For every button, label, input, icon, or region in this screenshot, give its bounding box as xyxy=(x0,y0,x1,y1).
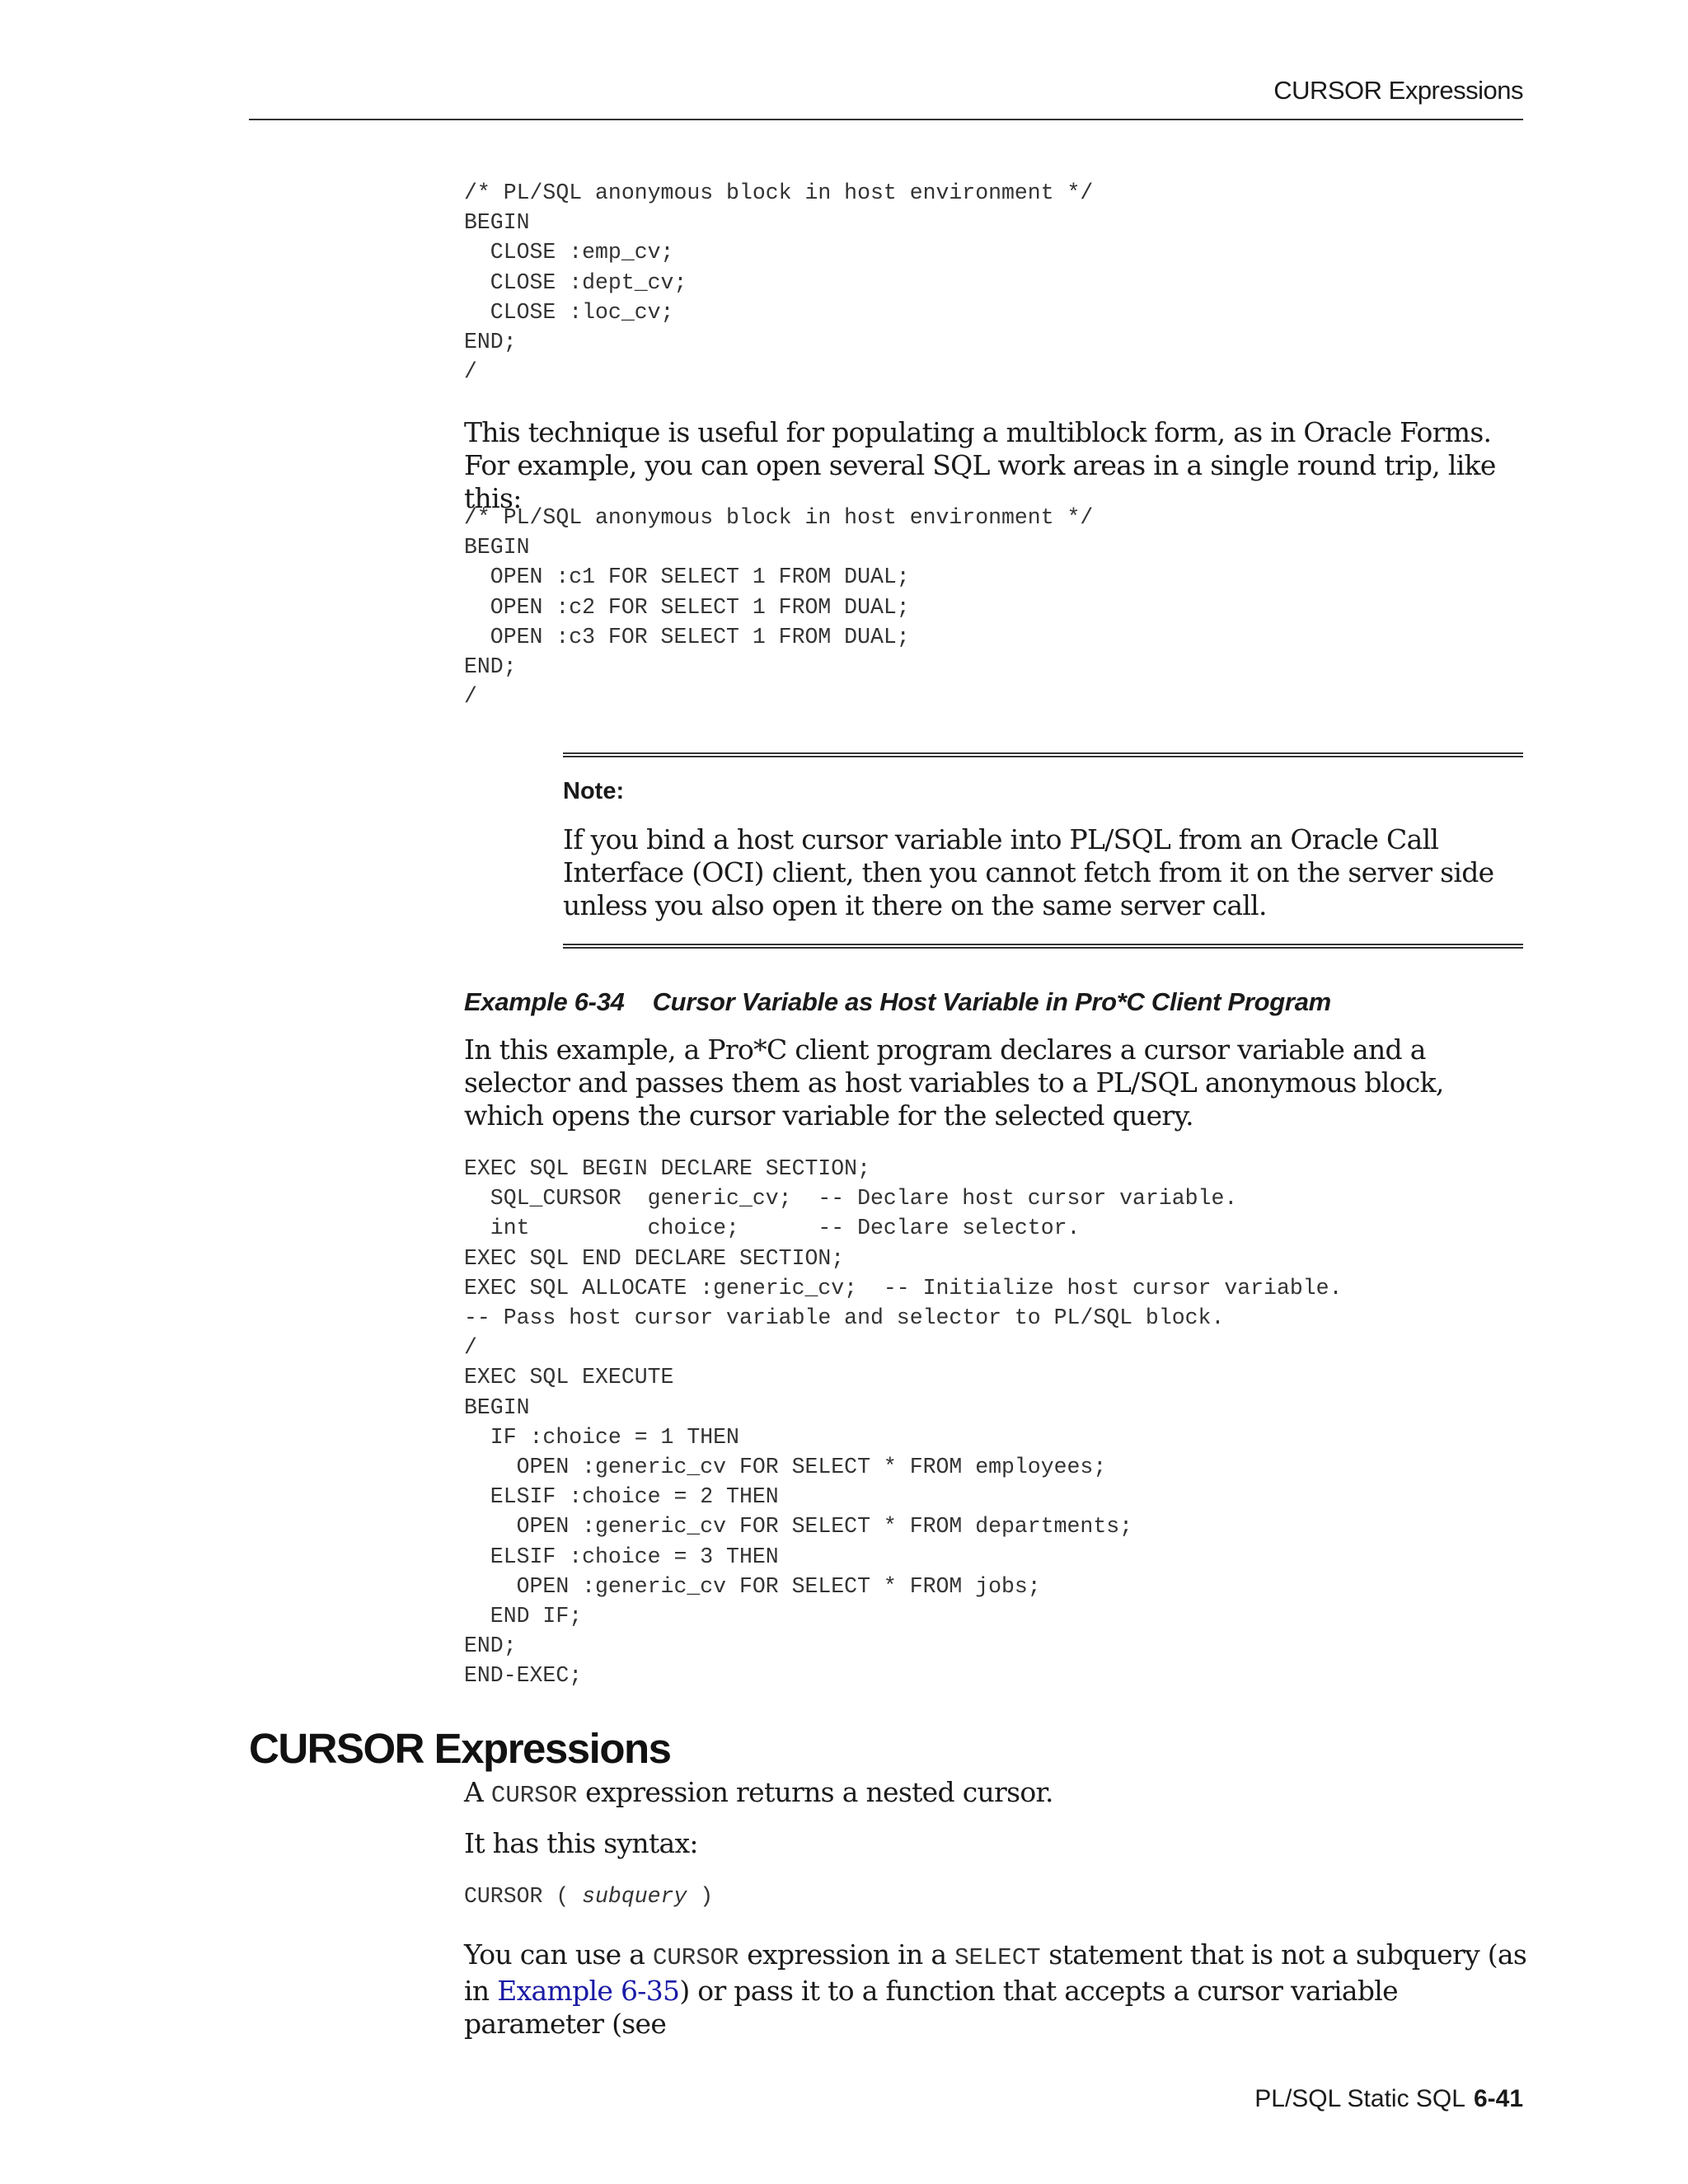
note-label: Note: xyxy=(563,778,625,804)
code-block-open-cursors: /* PL/SQL anonymous block in host environment */ BEGIN OPEN :c1 FOR SELECT 1 FROM DUAL; OPEN :c2 FOR SELECT 1 FROM DUAL; OPEN :c3 FOR SELECT 1 FROM DUAL; END; / xyxy=(464,505,1094,710)
text-run: A xyxy=(464,1776,491,1808)
section-paragraph-3 xyxy=(464,1938,1527,2041)
section-heading: CURSOR Expressions xyxy=(249,1725,671,1772)
syntax-close: ) xyxy=(687,1884,714,1909)
example-title xyxy=(464,987,1331,1017)
text-run: ) or pass it to a function that accepts a cursor variable parameter (see xyxy=(464,1975,1398,2040)
syntax-block xyxy=(464,1882,1527,1911)
syntax-keyword: CURSOR ( xyxy=(464,1884,583,1909)
code-block-proc-example: EXEC SQL BEGIN DECLARE SECTION; SQL_CURSOR generic_cv; -- Declare host cursor variable. int choice; -- Declare selector. EXEC SQL END DECLARE SECTION; EXEC SQL ALLOCATE :generic_cv; -- Initialize host cursor variable. -- Pass host cursor variable and selector to PL/SQL block. / EXEC SQL EXECUTE BEGIN IF :choice = 1 THEN OPEN :generic_cv FOR SELECT * FROM employees; ELSIF :choice = 2 THEN OPEN :generic_cv FOR SELECT * FROM departments; ELSIF :choice = 3 THEN OPEN :generic_cv FOR SELECT * FROM jobs; END IF; END; END-EXEC; xyxy=(464,1156,1343,1689)
page-footer xyxy=(1254,2085,1523,2113)
text-run: expression returns a nested cursor. xyxy=(577,1776,1053,1808)
running-header-title: CURSOR Expressions xyxy=(1273,76,1523,105)
inline-code: CURSOR xyxy=(490,1782,578,1809)
note-text: If you bind a host cursor variable into PL/SQL from an Oracle Call Interface (OCI) client, then you cannot fetch from it on the server side unless you also open it there on the same server call. xyxy=(563,823,1494,921)
syntax-placeholder: subquery xyxy=(582,1884,687,1909)
section-paragraph-1 xyxy=(464,1776,1527,1812)
running-header xyxy=(249,73,1523,120)
code-block-close-cursors: /* PL/SQL anonymous block in host environment */ BEGIN CLOSE :emp_cv; CLOSE :dept_cv; CLOSE :loc_cv; END; / xyxy=(464,180,1094,385)
example-intro: In this example, a Pro*C client program declares a cursor variable and a selector and passes them as host variables to a PL/SQL anonymous block, which opens the cursor variable for the selected query. xyxy=(464,1033,1444,1132)
section-paragraph-2: It has this syntax: xyxy=(464,1827,698,1859)
footer-section: PL/SQL Static SQL xyxy=(1254,2085,1465,2112)
paragraph-multiblock-form: This technique is useful for populating a multiblock form, as in Oracle Forms. For example, you can open several SQL work areas in a single round trip, like this: xyxy=(464,416,1496,514)
example-6-35-link[interactable]: Example 6-35 xyxy=(497,1975,680,2007)
example-caption: Cursor Variable as Host Variable in Pro*C Client Program xyxy=(652,987,1331,1016)
text-run: You can use a xyxy=(464,1938,653,1971)
text-run: statement that is not a subquery (as in xyxy=(464,1938,1527,2007)
text-run: expression in a xyxy=(738,1938,955,1971)
example-number: Example 6-34 xyxy=(464,987,625,1016)
inline-code: SELECT xyxy=(954,1944,1041,1971)
inline-code: CURSOR xyxy=(653,1944,739,1971)
note-box xyxy=(563,752,1523,949)
page-number: 6-41 xyxy=(1473,2085,1523,2112)
